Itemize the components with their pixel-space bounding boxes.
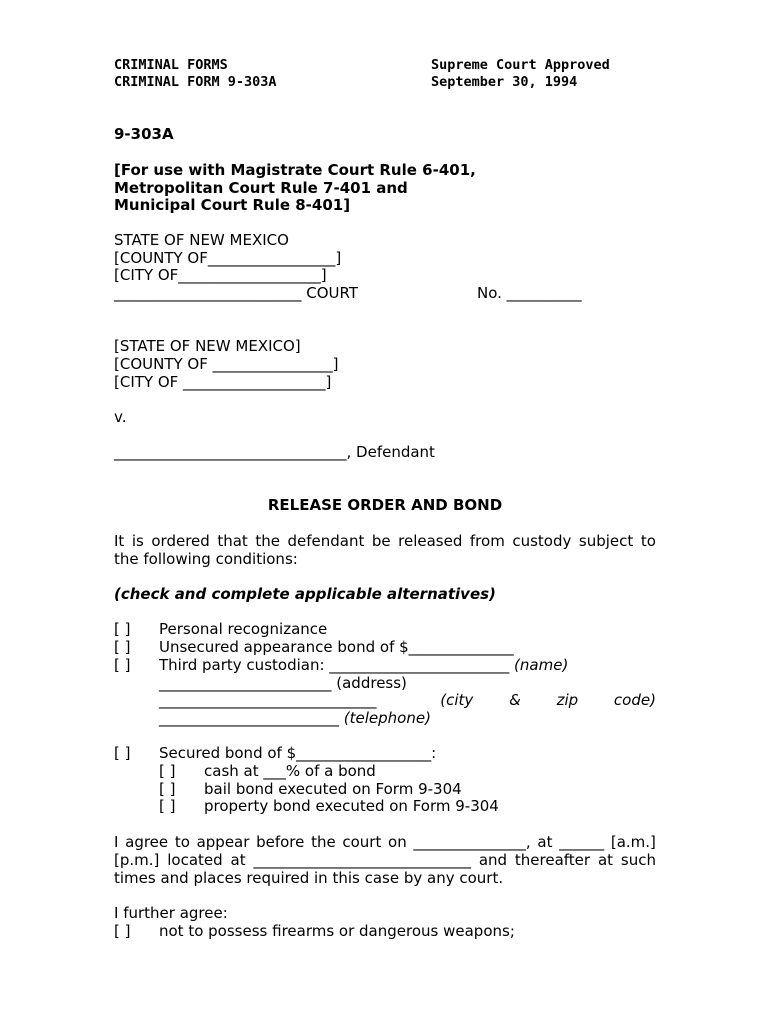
- custodian-address-line: _______________________ (address): [159, 674, 407, 692]
- versus: v.: [114, 408, 127, 426]
- use-note-line-2: Metropolitan Court Rule 7-401 and: [114, 179, 408, 197]
- custodian-telephone-line: ________________________ (telephone): [159, 709, 431, 727]
- caption-court: _________________________ COURT: [114, 284, 359, 302]
- header-form-category: CRIMINAL FORMS: [114, 57, 228, 73]
- instruction: (check and complete applicable alternatives): [114, 585, 496, 603]
- plaintiff-city: [CITY OF ___________________]: [114, 373, 332, 391]
- use-note-line-1: [For use with Magistrate Court Rule 6-401,: [114, 161, 476, 179]
- header-approval: Supreme Court Approved: [431, 57, 610, 73]
- checkbox-unsecured-bond[interactable]: [ ]: [114, 638, 131, 656]
- further-agree-label: I further agree:: [114, 904, 228, 922]
- caption-county: [COUNTY OF_________________]: [114, 249, 342, 267]
- unsecured-bond-label: Unsecured appearance bond of $______________: [159, 638, 514, 656]
- checkbox-secured-bond[interactable]: [ ]: [114, 744, 131, 762]
- property-bond-label: property bond executed on Form 9-304: [204, 797, 499, 815]
- checkbox-bail-bond[interactable]: [ ]: [159, 780, 176, 798]
- checkbox-cash[interactable]: [ ]: [159, 762, 176, 780]
- use-note-line-3: Municipal Court Rule 8-401]: [114, 196, 351, 214]
- cash-label: cash at ___% of a bond: [204, 762, 376, 780]
- agree-line-3: times and places required in this case by any court.: [114, 869, 504, 887]
- caption-city: [CITY OF___________________]: [114, 266, 327, 284]
- caption-state: STATE OF NEW MEXICO: [114, 231, 289, 249]
- plaintiff-county: [COUNTY OF ________________]: [114, 355, 339, 373]
- agree-line-2: [p.m.] located at _____________________________ and thereafter at such: [114, 851, 656, 869]
- checkbox-firearms[interactable]: [ ]: [114, 922, 131, 940]
- plaintiff-state: [STATE OF NEW MEXICO]: [114, 337, 301, 355]
- third-party-custodian-line: Third party custodian: ________________________ (name): [159, 656, 569, 674]
- defendant-line: _______________________________, Defendant: [114, 443, 435, 461]
- form-number-heading: 9-303A: [114, 125, 174, 143]
- custodian-city-line: _____________________________ (city & zip code): [159, 691, 656, 709]
- document-title: RELEASE ORDER AND BOND: [267, 496, 503, 514]
- checkbox-property-bond[interactable]: [ ]: [159, 797, 176, 815]
- agree-line-1: I agree to appear before the court on _______________, at ______ [a.m.]: [114, 833, 656, 851]
- header-form-number: CRIMINAL FORM 9-303A: [114, 74, 277, 90]
- secured-bond-label: Secured bond of $__________________:: [159, 744, 437, 762]
- firearms-condition: not to possess firearms or dangerous weapons;: [159, 922, 515, 940]
- bail-bond-label: bail bond executed on Form 9-304: [204, 780, 462, 798]
- case-number: No. __________: [477, 284, 582, 302]
- intro-line-2: the following conditions:: [114, 550, 298, 568]
- personal-recognizance-label: Personal recognizance: [159, 620, 328, 638]
- header-approval-date: September 30, 1994: [431, 74, 578, 90]
- intro-line-1: It is ordered that the defendant be released from custody subject to: [114, 532, 656, 550]
- checkbox-third-party-custodian[interactable]: [ ]: [114, 656, 131, 674]
- checkbox-personal-recognizance[interactable]: [ ]: [114, 620, 131, 638]
